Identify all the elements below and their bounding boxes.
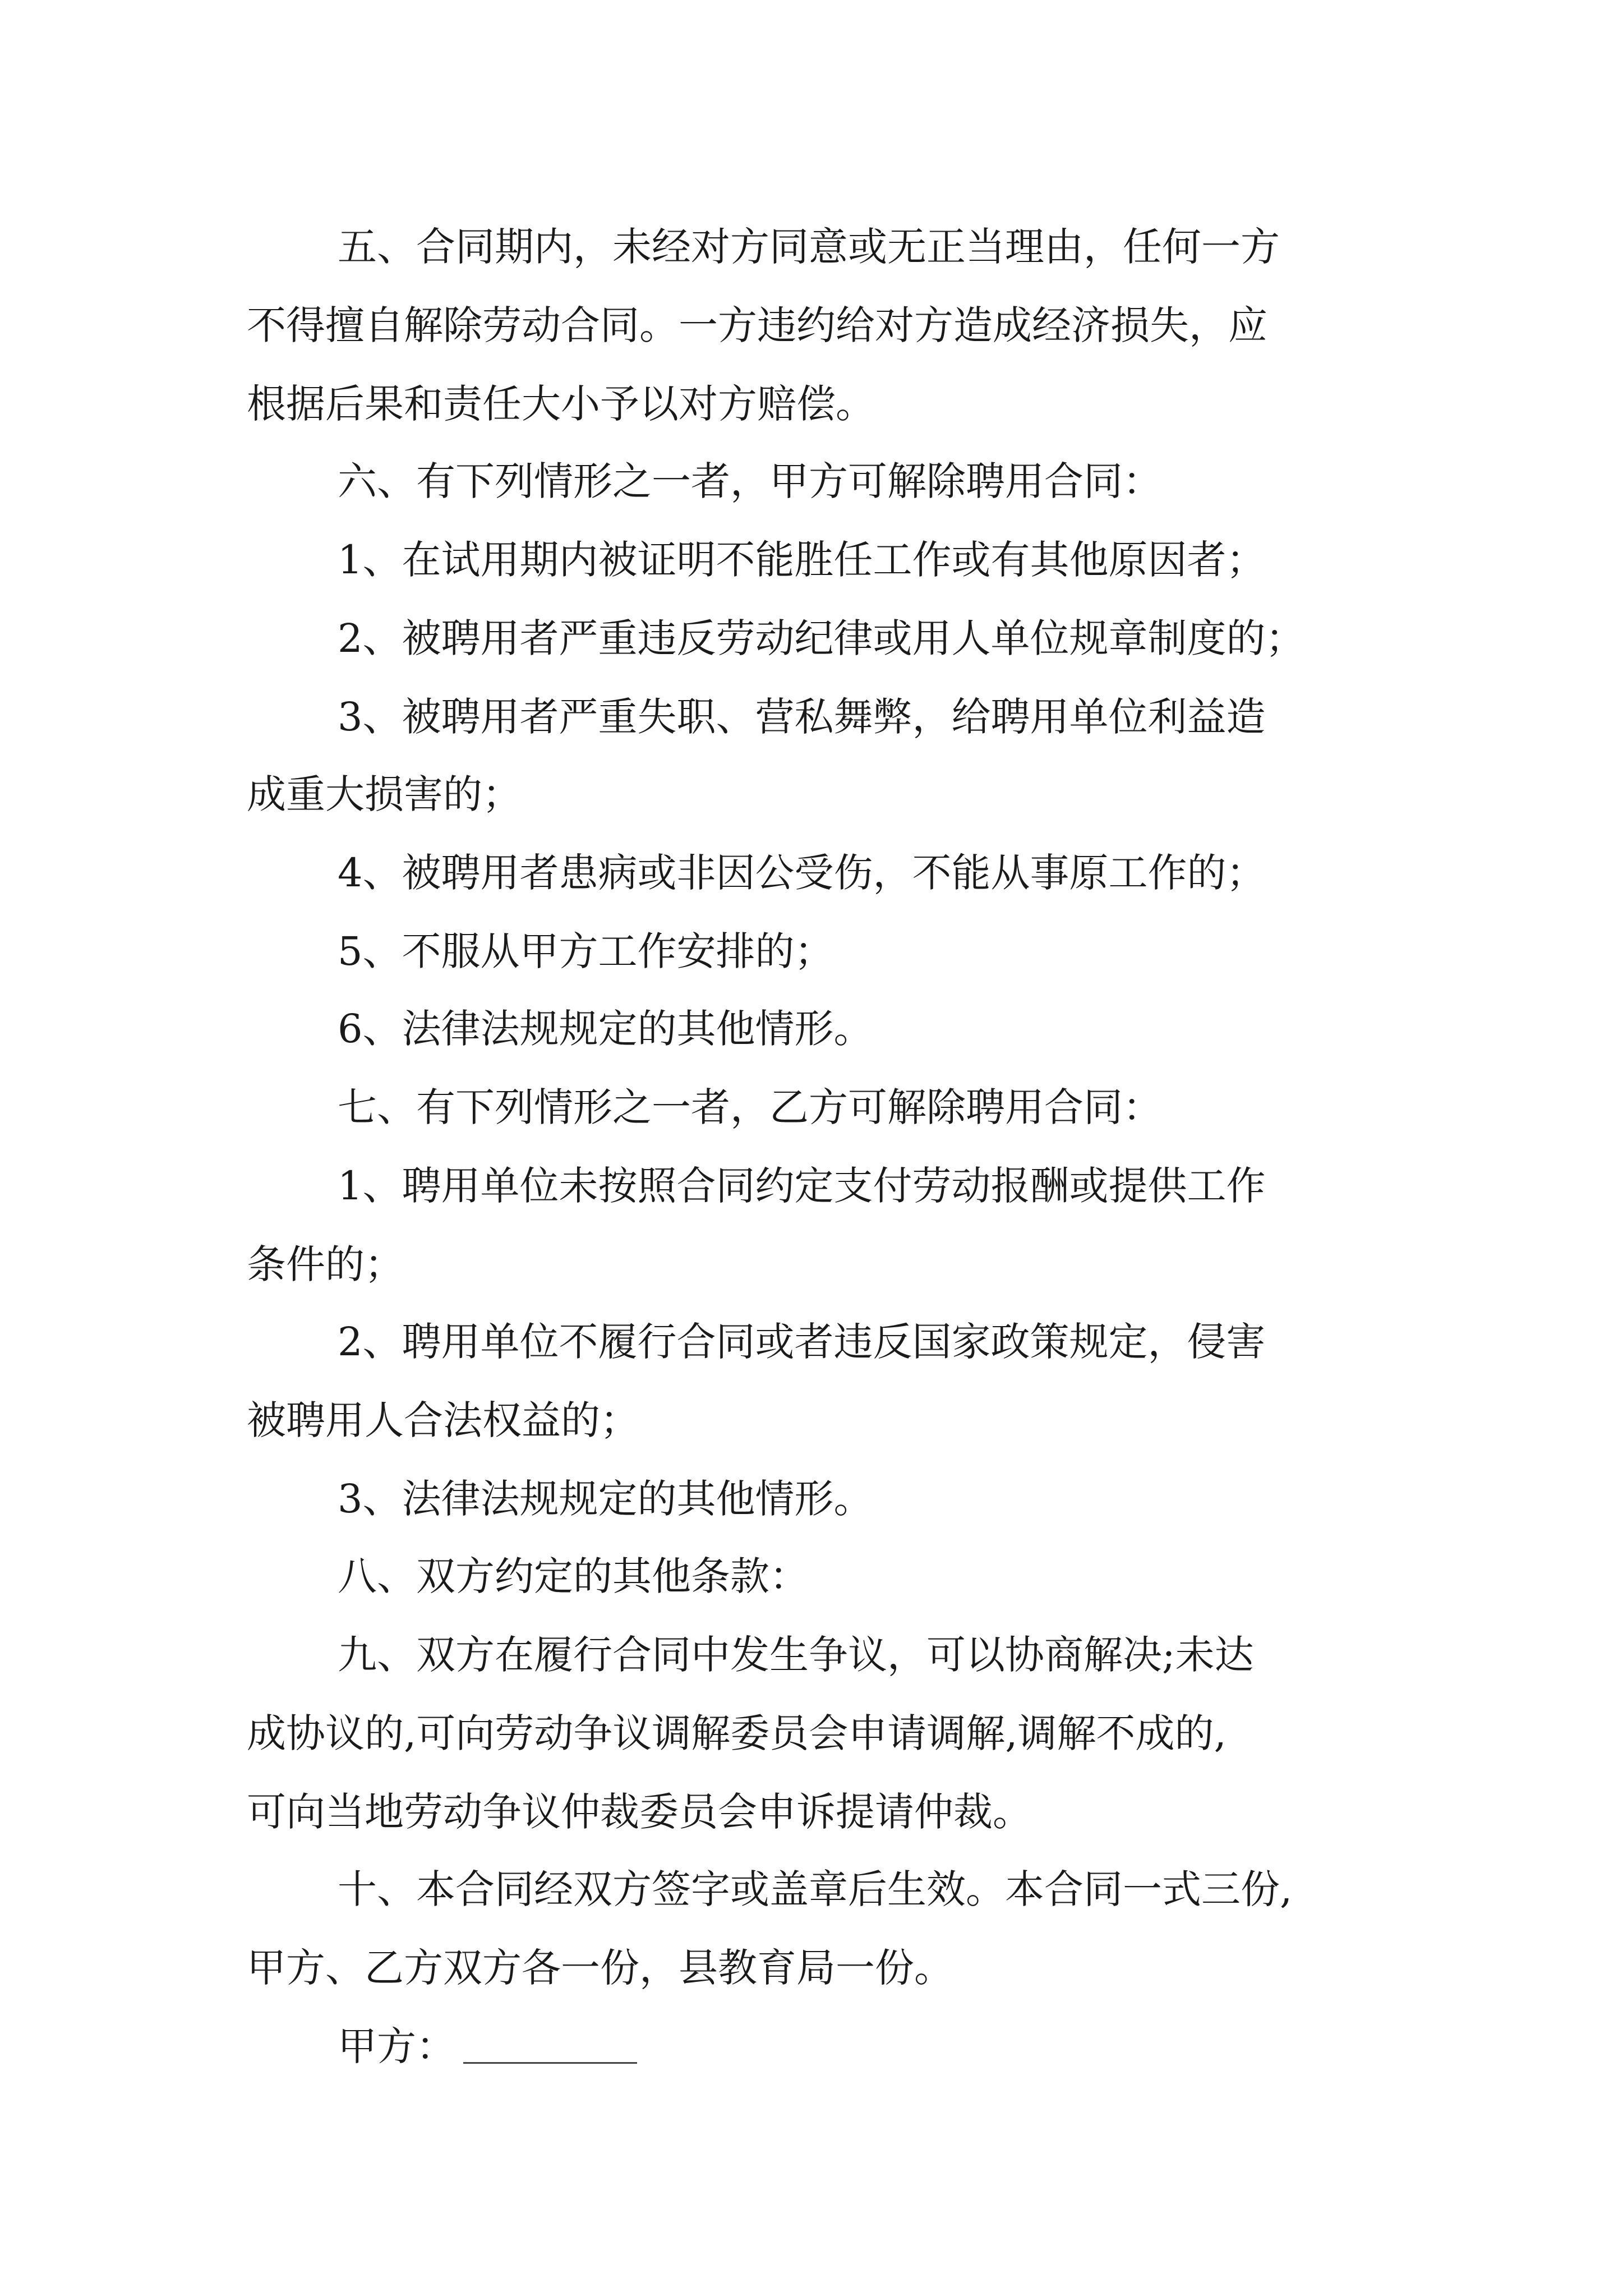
paragraph-line [0,208,1623,286]
text-span: 5、不服从甲方工作安排的； [338,928,834,974]
paragraph-line [0,755,1623,834]
paragraph-line [0,286,1623,365]
text-span: 被聘用人合法权益的； [247,1397,639,1443]
paragraph-line [0,1616,1623,1694]
paragraph-line [0,1773,1623,1851]
text-span: 不得擅自解除劳动合同。一方违约给对方造成经济损失，应 [247,302,1267,348]
paragraph-line [0,1460,1623,1538]
text-span: 可向当地劳动争议仲裁委员会申诉提请仲裁。 [247,1789,1032,1835]
text-span: 九、双方在履行合同中发生争议，可以协商解决;未达 [338,1632,1254,1678]
paragraph-line [0,1225,1623,1304]
signature-blank [463,2062,637,2064]
text-span: 条件的； [247,1241,404,1287]
text-span: 五、合同期内，未经对方同意或无正当理由，任何一方 [338,224,1280,270]
text-span: 6、法律法规规定的其他情形。 [338,1006,873,1052]
paragraph-line [0,678,1623,756]
text-span: 3、法律法规规定的其他情形。 [338,1476,873,1522]
paragraph-line [0,599,1623,678]
text-span: 2、被聘用者严重违反劳动纪律或用人单位规章制度的； [338,615,1305,661]
paragraph-line [0,912,1623,991]
paragraph-line [0,1303,1623,1381]
text-span: 根据后果和责任大小予以对方赔偿。 [247,381,875,427]
text-span: 1、聘用单位未按照合同约定支付劳动报酬或提供工作 [338,1163,1266,1209]
text-span: 成协议的,可向劳动争议调解委员会申请调解,调解不成的, [247,1710,1227,1756]
paragraph-line [0,442,1623,521]
paragraph-line [0,834,1623,912]
text-span: 3、被聘用者严重失职、营私舞弊，给聘用单位利益造 [338,694,1266,740]
paragraph-line [0,521,1623,599]
text-span: 七、有下列情形之一者，乙方可解除聘用合同： [338,1084,1162,1130]
paragraph-line [0,1068,1623,1147]
text-span: 八、双方约定的其他条款： [338,1553,809,1599]
paragraph-line [0,1381,1623,1460]
paragraph-line [0,1694,1623,1773]
text-span: 4、被聘用者患病或非因公受伤，不能从事原工作的； [338,850,1266,896]
text-span: 成重大损害的； [247,771,522,817]
paragraph-line [0,1929,1623,2007]
paragraph-line [0,1537,1623,1616]
text-span: 十、本合同经双方签字或盖章后生效。本合同一式三份, [338,1866,1293,1912]
paragraph-line [0,365,1623,443]
signature-label: 甲方： [338,2023,455,2069]
paragraph-line [0,1147,1623,1225]
text-span: 六、有下列情形之一者，甲方可解除聘用合同： [338,458,1162,504]
paragraph-line [0,990,1623,1068]
text-span: 1、在试用期内被证明不能胜任工作或有其他原因者； [338,537,1266,583]
paragraph-line [0,1850,1623,1929]
signature-line [0,2007,1623,2086]
text-span: 2、聘用单位不履行合同或者违反国家政策规定，侵害 [338,1319,1266,1365]
text-span: 甲方、乙方双方各一份，县教育局一份。 [247,1945,953,1991]
